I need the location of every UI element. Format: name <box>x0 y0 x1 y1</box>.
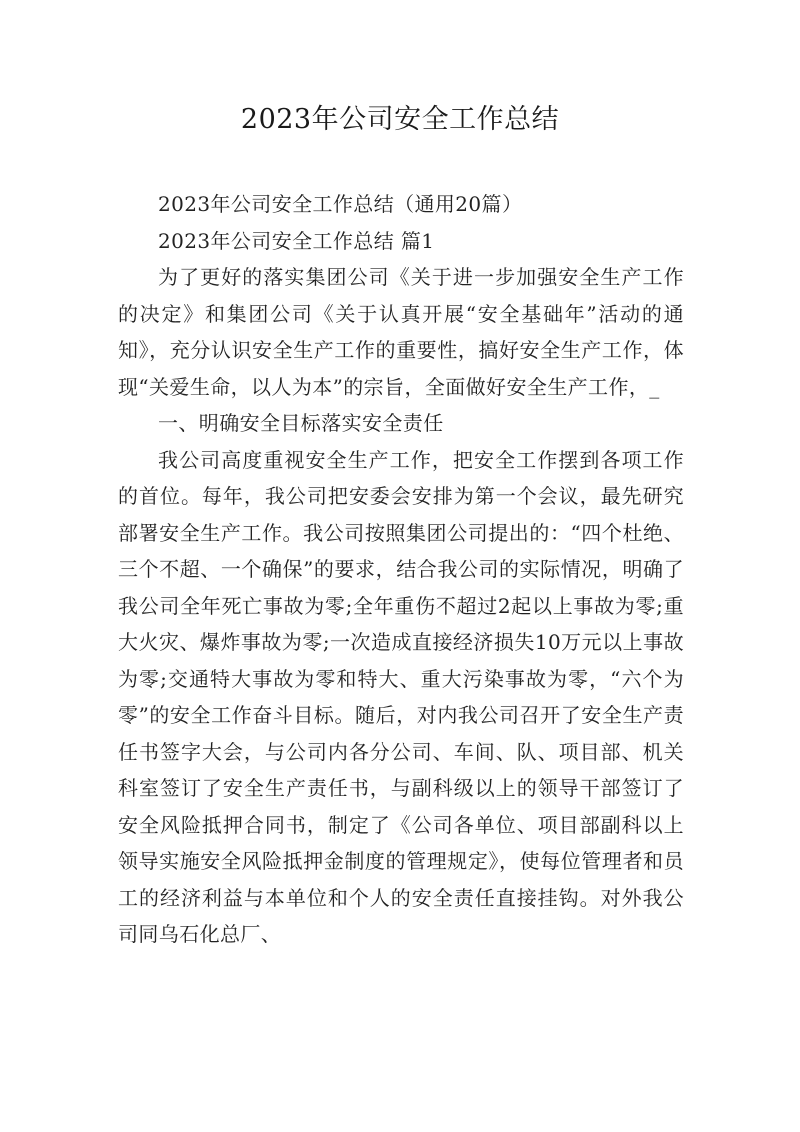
paragraph-subtitle: 2023年公司安全工作总结（通用20篇） <box>158 192 523 216</box>
document-title: 2023年公司安全工作总结 <box>240 104 560 135</box>
paragraph-intro: 为了更好的落实集团公司《关于进一步加强安全生产工作的决定》和集团公司《关于认真开展“安全基础年”活动的通知》，充分认识安全生产工作的重要性，搞好安全生产工作，体现“关爱生命，以人为本”的宗旨，全面做好安全生产工作，_ <box>118 265 684 399</box>
paragraph-body: 我公司高度重视安全生产工作，把安全工作摆到各项工作的首位。每年，我公司把安委会安排为第一个会议，最先研究部署安全生产工作。我公司按照集团公司提出的：“四个杜绝、三个不超、一个确保”的要求，结合我公司的实际情况，明确了我公司全年死亡事故为零;全年重伤不超过2起以上事故为零;重大火灾、爆炸事故为零;一次造成直接经济损失10万元以上事故为零;交通特大事故为零和特大、重大污染事故为零，“六个为零”的安全工作奋斗目标。随后，对内我公司召开了安全生产责任书签字大会，与公司内各分公司、车间、队、项目部、机关科室签订了安全生产责任书，与副科级以上的领导干部签订了安全风险抵押合同书，制定了《公司各单位、项目部副科以上领导实施安全风险抵押金制度的管理规定》，使每位管理者和员工的经济利益与本单位和个人的安全责任直接挂钩。对外我公司同乌石化总厂、 <box>118 447 684 946</box>
paragraph-heading-one: 一、明确安全目标落实安全责任 <box>158 411 444 435</box>
paragraph-section-heading: 2023年公司安全工作总结 篇1 <box>158 228 435 253</box>
document-body <box>118 186 684 953</box>
